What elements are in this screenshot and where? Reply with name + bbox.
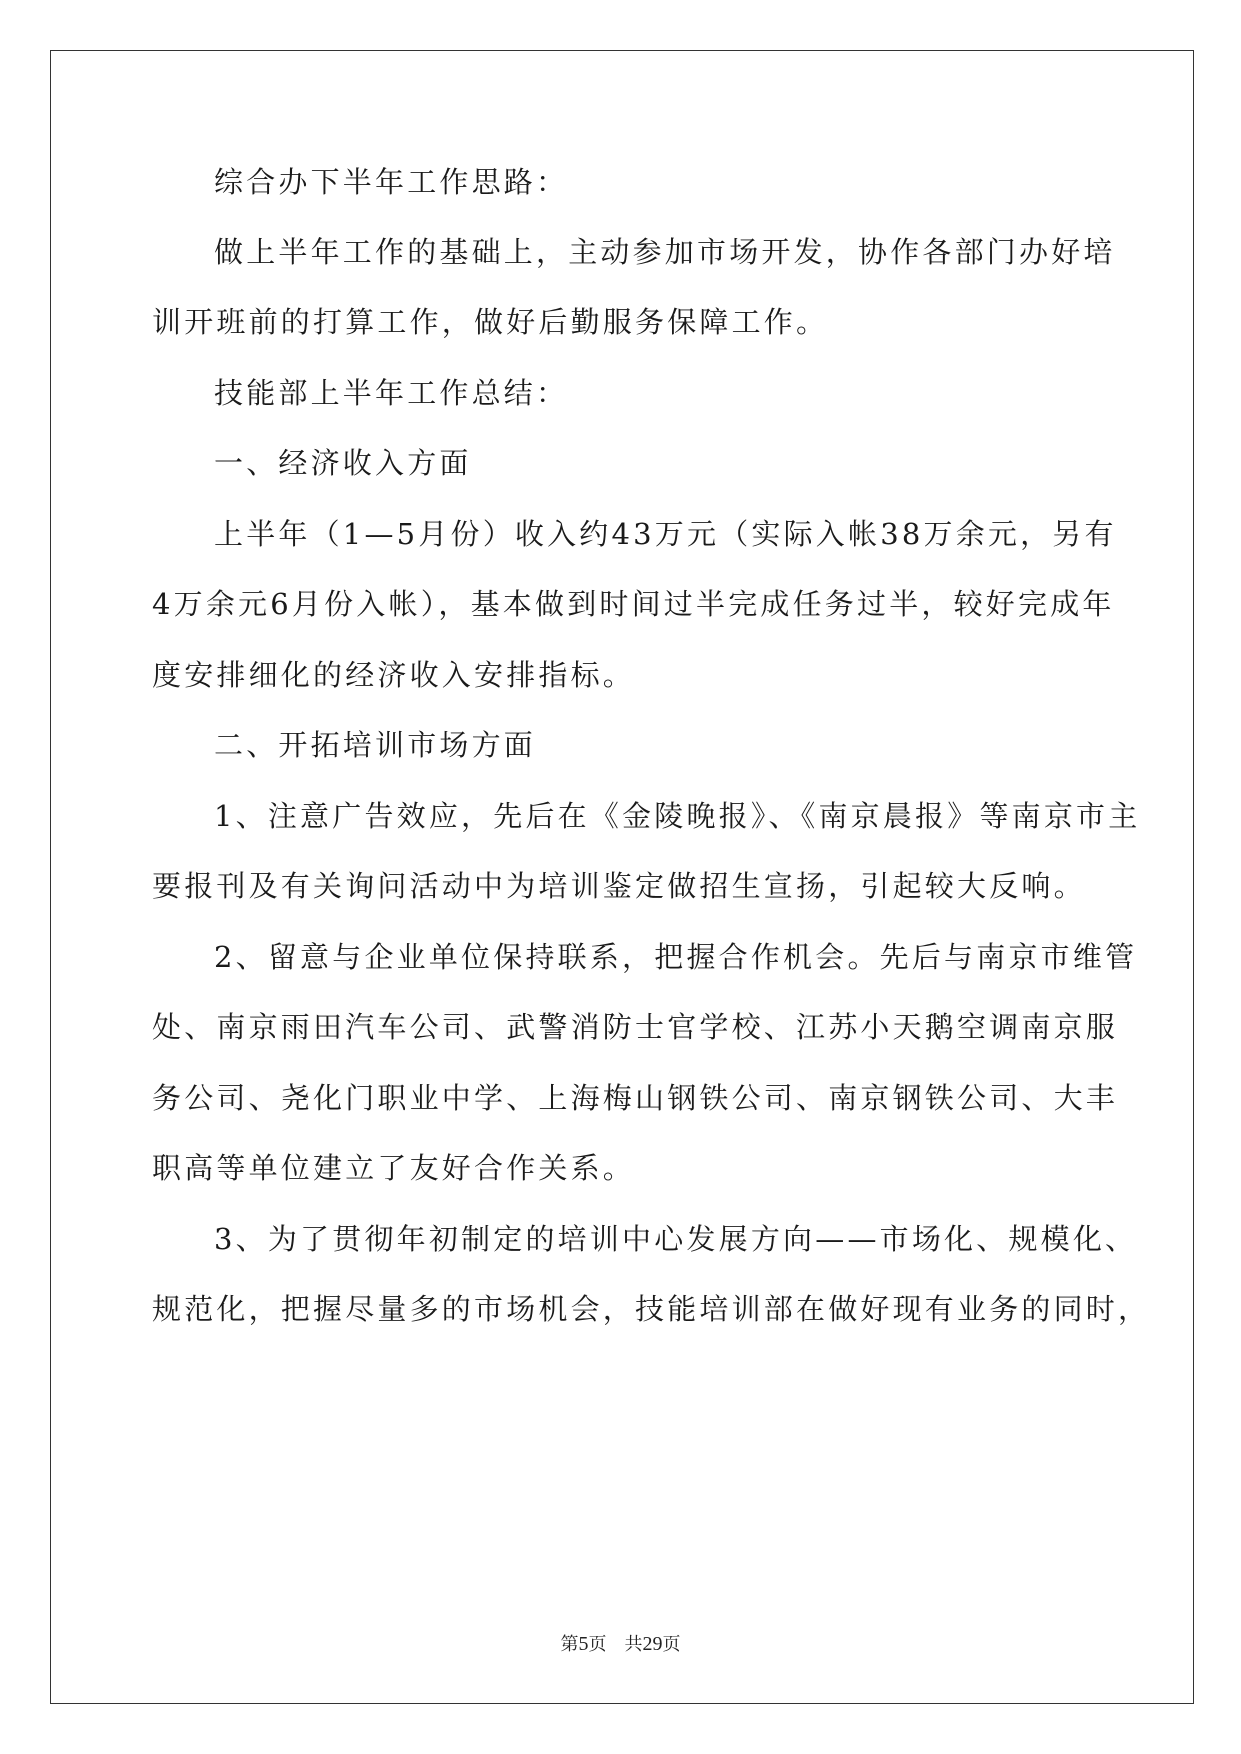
paragraph-line: 上半年（1—5月份）收入约43万元（实际入帐38万余元，另有 bbox=[214, 517, 1117, 551]
paragraph-line: 要报刊及有关询问活动中为培训鉴定做招生宣扬，引起较大反响。 bbox=[152, 869, 1086, 903]
paragraph-line: 1、注意广告效应，先后在《金陵晚报》、《南京晨报》等南京市主 bbox=[214, 799, 1141, 833]
paragraph-line: 度安排细化的经济收入安排指标。 bbox=[152, 658, 636, 692]
footer-page-number: 5 bbox=[578, 1633, 589, 1655]
paragraph-line: 规范化，把握尽量多的市场机会，技能培训部在做好现有业务的同时， bbox=[152, 1292, 1151, 1326]
paragraph-line: 职高等单位建立了友好合作关系。 bbox=[152, 1151, 636, 1185]
footer-total-pages: 29 bbox=[642, 1633, 663, 1655]
paragraph-line: 处、南京雨田汽车公司、武警消防士官学校、江苏小天鹅空调南京服 bbox=[152, 1010, 1119, 1044]
paragraph-line: 一、经济收入方面 bbox=[214, 446, 472, 480]
page-footer bbox=[0, 1630, 1241, 1656]
footer-suffix: 页 bbox=[662, 1634, 681, 1655]
paragraph-line: 训开班前的打算工作，做好后勤服务保障工作。 bbox=[152, 305, 829, 339]
paragraph-line: 3、为了贯彻年初制定的培训中心发展方向——市场化、规模化、 bbox=[214, 1222, 1138, 1256]
paragraph-line: 技能部上半年工作总结： bbox=[214, 376, 569, 410]
paragraph-line: 做上半年工作的基础上，主动参加市场开发，协作各部门办好培 bbox=[214, 235, 1116, 269]
paragraph-line: 2、留意与企业单位保持联系，把握合作机会。先后与南京市维管 bbox=[214, 940, 1138, 974]
paragraph-line: 综合办下半年工作思路： bbox=[214, 165, 569, 199]
footer-mid: 页 共 bbox=[588, 1634, 643, 1655]
paragraph-line: 4万余元6月份入帐），基本做到时间过半完成任务过半，较好完成年 bbox=[152, 587, 1115, 621]
footer-prefix: 第 bbox=[560, 1634, 579, 1655]
paragraph-line: 务公司、尧化门职业中学、上海梅山钢铁公司、南京钢铁公司、大丰 bbox=[152, 1081, 1119, 1115]
paragraph-line: 二、开拓培训市场方面 bbox=[214, 728, 537, 762]
